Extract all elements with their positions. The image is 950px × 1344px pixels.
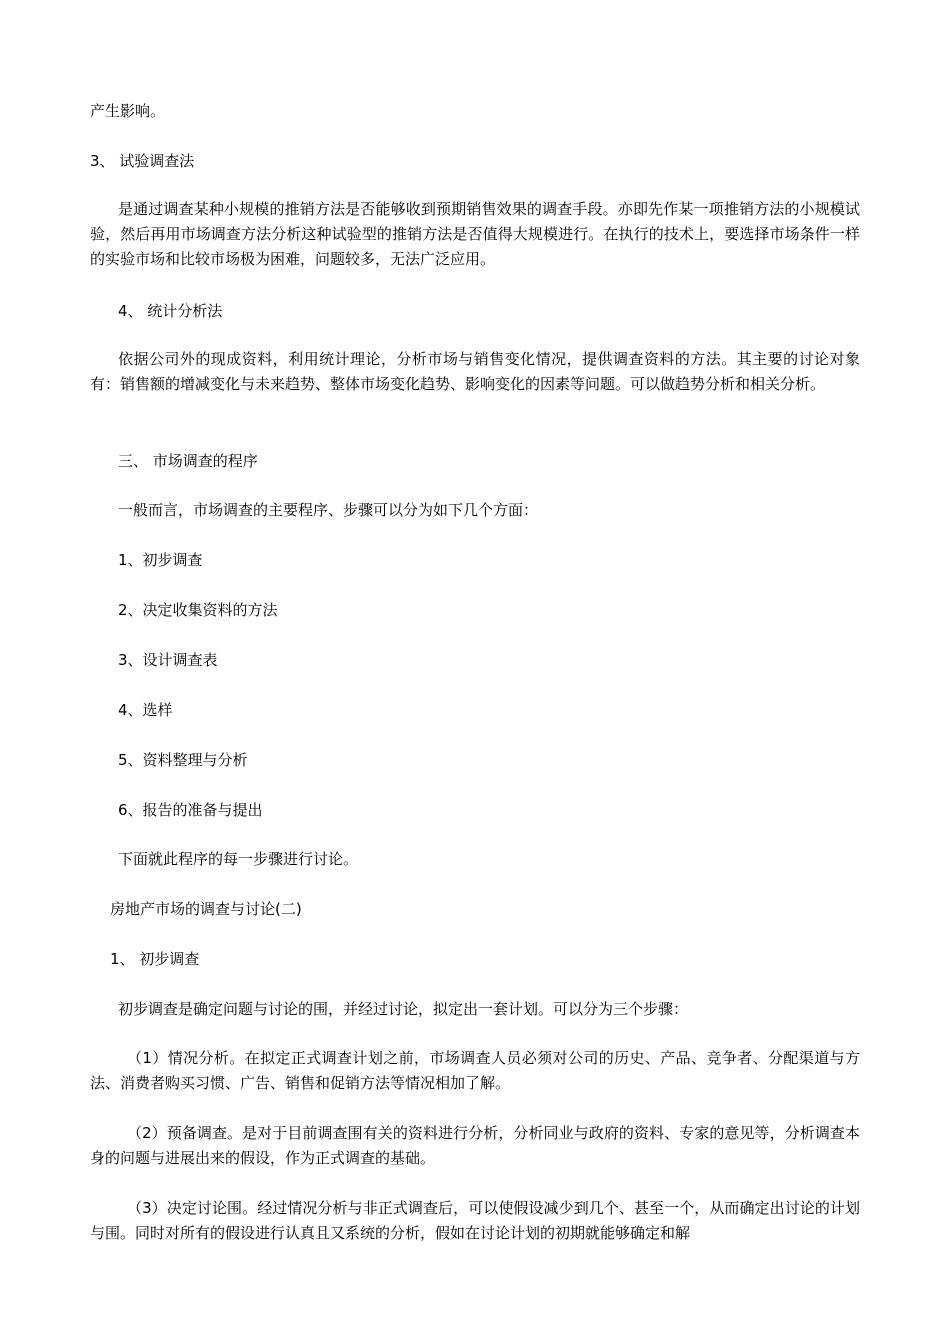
list-item: 3、设计调查表: [118, 651, 218, 669]
text-line: 初步调查是确定问题与讨论的围，并经过讨论，拟定出一套计划。可以分为三个步骤：: [118, 1000, 689, 1018]
list-item: 2、决定收集资料的方法: [118, 601, 278, 619]
list-item: 5、资料整理与分析: [118, 751, 248, 769]
list-item: 1、初步调查: [118, 551, 203, 569]
section-heading: 1、 初步调查: [110, 950, 200, 968]
section-heading: 4、 统计分析法: [118, 302, 223, 320]
text-line: 下面就此程序的每一步骤进行讨论。: [118, 850, 359, 868]
paragraph: （1）情况分析。在拟定正式调查计划之前，市场调查人员必须对公司的历史、产品、竞争者、分配渠道与方法、消费者购买习惯、广告、销售和促销方法等情况相加了解。: [90, 1049, 860, 1092]
paragraph: 依据公司外的现成资料，利用统计理论，分析市场与销售变化情况，提供调查资料的方法。其主要的讨论对象有：销售额的增减变化与未来趋势、整体市场变化趋势、影响变化的因素等问题。可以做趋势分析和相关分析。: [90, 350, 860, 393]
paragraph: 是通过调查某种小规模的推销方法是否能够收到预期销售效果的调查手段。亦即先作某一项推销方法的小规模试验，然后再用市场调查方法分析这种试验型的推销方法是否值得大规模进行。在执行的技术上，要选择市场条件一样的实验市场和比较市场极为困难，问题较多，无法广泛应用。: [90, 200, 860, 268]
text-line: 产生影响。: [90, 102, 166, 120]
paragraph: （2）预备调查。是对于目前调查围有关的资料进行分析，分析同业与政府的资料、专家的意见等，分析调查本身的问题与进展出来的假设，作为正式调查的基础。: [90, 1124, 860, 1167]
subtitle: 房地产市场的调查与讨论(二): [110, 900, 302, 918]
text-line: 一般而言，市场调查的主要程序、步骤可以分为如下几个方面：: [118, 501, 539, 519]
list-item: 4、选样: [118, 701, 173, 719]
list-item: 6、报告的准备与提出: [118, 801, 263, 819]
chapter-heading: 三、 市场调查的程序: [118, 452, 258, 470]
section-heading: 3、 试验调查法: [90, 152, 195, 170]
paragraph: （3）决定讨论围。经过情况分析与非正式调查后，可以使假设减少到几个、甚至一个，从而确定出讨论的计划与围。同时对所有的假设进行认真且又系统的分析，假如在讨论计划的初期就能够确定和解: [90, 1199, 860, 1242]
